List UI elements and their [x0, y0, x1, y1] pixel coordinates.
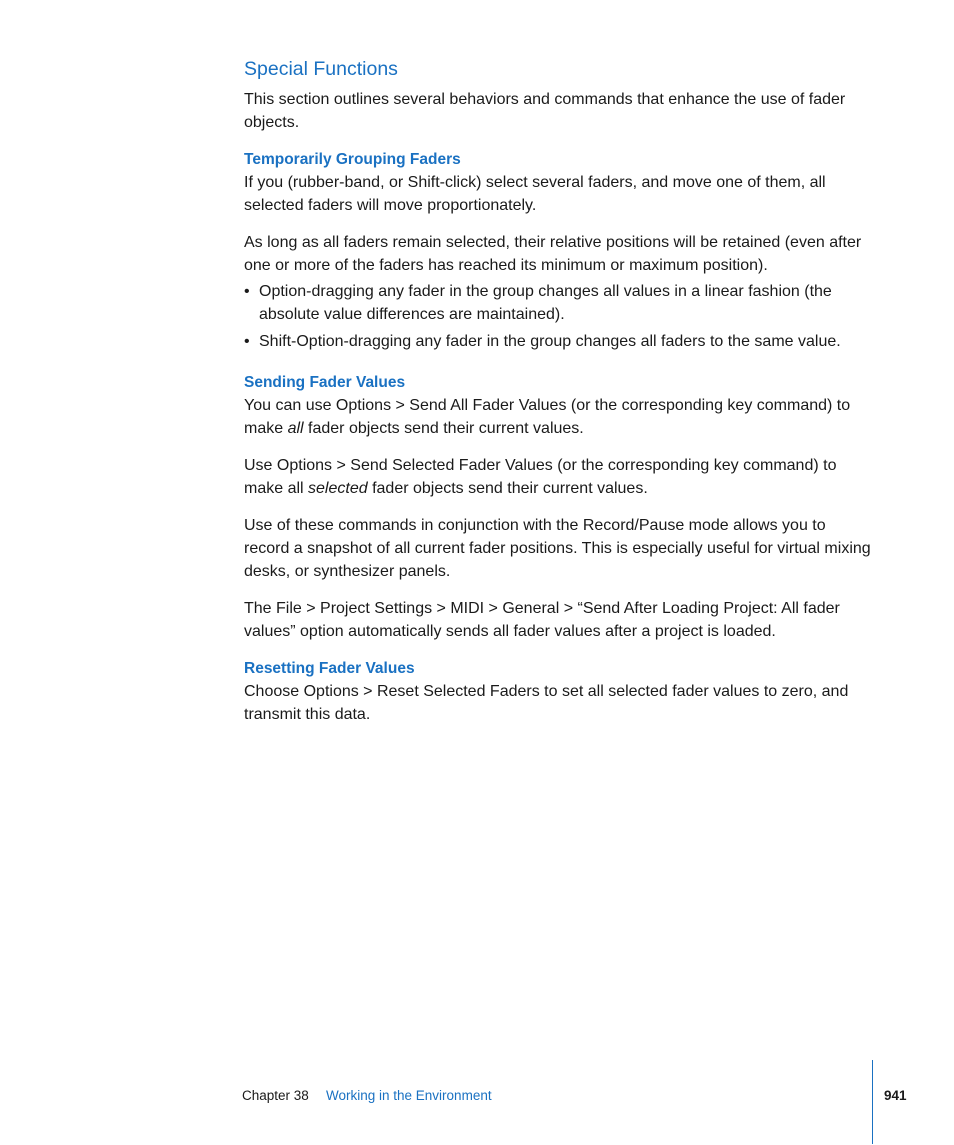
- section-intro: This section outlines several behaviors and commands that enhance the use of fader objects.: [244, 91, 846, 131]
- grouping-bullet-list: [244, 280, 874, 353]
- list-item: [244, 330, 874, 353]
- page-number: 941: [884, 1088, 907, 1103]
- sending-paragraph-3: Use of these commands in conjunction with the Record/Pause mode allows you to record a snapshot of all current fader positions. This is especially useful for virtual mixing desks, or synthesizer panels.: [244, 517, 871, 580]
- emphasis-all: all: [287, 420, 304, 437]
- emphasis-selected: selected: [308, 480, 368, 497]
- list-item-text: Option-dragging any fader in the group changes all values in a linear fashion (the absolute value differences are maintained).: [259, 283, 832, 323]
- resetting-paragraph-1: Choose Options > Reset Selected Faders to set all selected fader values to zero, and transmit this data.: [244, 683, 849, 723]
- page-footer: [0, 1088, 954, 1128]
- grouping-paragraph-2: As long as all faders remain selected, their relative positions will be retained (even after one or more of the faders has reached its minimum or maximum position).: [244, 234, 862, 274]
- bullet-icon: •: [244, 283, 250, 300]
- heading-resetting-fader-values: Resetting Fader Values: [244, 660, 415, 677]
- section-title: Special Functions: [244, 58, 398, 80]
- bullet-icon: •: [244, 333, 250, 350]
- heading-sending-fader-values: Sending Fader Values: [244, 374, 406, 391]
- sending-paragraph-4: The File > Project Settings > MIDI > General > “Send After Loading Project: All fader values” option automatically sends all fader values after a project is loaded.: [244, 600, 840, 640]
- list-item: [244, 280, 874, 326]
- list-item-text: Shift-Option-dragging any fader in the group changes all faders to the same value.: [259, 333, 841, 350]
- footer-divider: [872, 1060, 873, 1144]
- footer-chapter-label: Chapter 38: [242, 1088, 309, 1103]
- heading-temporarily-grouping-faders: Temporarily Grouping Faders: [244, 151, 461, 168]
- sending-paragraph-1: You can use Options > Send All Fader Values (or the corresponding key command) to make all fader objects send their current values.: [244, 397, 851, 437]
- grouping-paragraph-1: If you (rubber-band, or Shift-click) select several faders, and move one of them, all selected faders will move proportionately.: [244, 174, 826, 214]
- sending-paragraph-2: Use Options > Send Selected Fader Values (or the corresponding key command) to make all selected fader objects send their current values.: [244, 457, 837, 497]
- footer-chapter-title: Working in the Environment: [326, 1088, 492, 1103]
- page-content: [244, 56, 874, 726]
